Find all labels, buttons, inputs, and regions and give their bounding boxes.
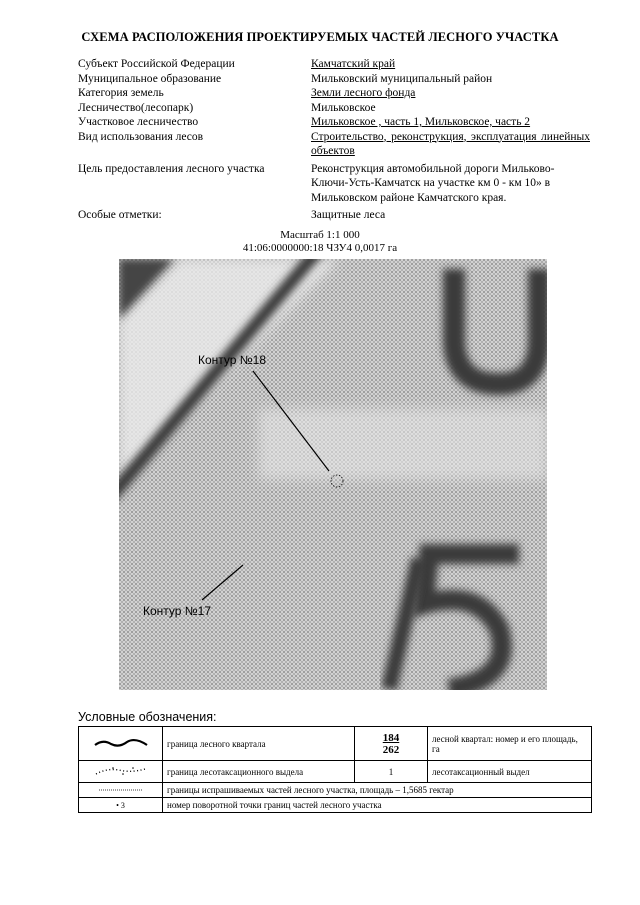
legend-symbol-parts — [79, 783, 163, 798]
info-row-district-forestry — [78, 115, 590, 130]
info-key: Категория земель — [78, 87, 164, 99]
legend-quarter-fraction — [355, 727, 428, 761]
info-value: Мильковское — [311, 101, 376, 114]
dotted-line-icon — [93, 765, 149, 777]
info-key: Субъект Российской Федерации — [78, 58, 235, 70]
legend-desc: номер поворотной точки границ частей лесного участка — [163, 798, 592, 813]
legend-explain: лесной квартал: номер и его площадь, га — [428, 727, 592, 761]
info-key: Цель предоставления лесного участка — [78, 162, 265, 175]
legend-quarter-area: 262 — [382, 743, 400, 756]
info-value: Строительство, реконструкция, эксплуатация линейных объектов — [311, 130, 590, 157]
legend-desc: границы испрашиваемых частей лесного участка, площадь – 1,5685 гектар — [163, 783, 592, 798]
map-image — [119, 259, 547, 690]
legend-quarter-number: 184 — [382, 731, 400, 744]
info-row-usage-type — [78, 130, 590, 159]
scale-label: Масштаб 1:1 000 — [280, 229, 360, 241]
info-key: Особые отметки: — [78, 209, 162, 221]
legend-table — [78, 726, 592, 813]
parcel-id: 41:06:0000000:18 ЧЗУ4 0,0017 га — [242, 242, 398, 254]
info-key: Участковое лесничество — [78, 116, 199, 128]
document-title: СХЕМА РАСПОЛОЖЕНИЯ ПРОЕКТИРУЕМЫХ ЧАСТЕЙ ЛЕСНОГО УЧАСТКА — [81, 30, 559, 44]
info-value: Камчатский край — [311, 58, 396, 70]
legend-section-value: 1 — [355, 761, 428, 783]
info-row-forestry — [78, 101, 590, 116]
legend-point-symbol: • 3 — [79, 798, 163, 813]
contour-17-label: Контур №17 — [143, 604, 212, 618]
info-row-notes — [78, 208, 590, 223]
legend-explain: лесотаксационный выдел — [428, 761, 592, 783]
wavy-line-icon — [93, 737, 149, 749]
legend-row-parts — [79, 783, 592, 798]
info-row-municipality — [78, 72, 590, 87]
info-value: Земли лесного фонда — [311, 87, 416, 99]
info-block — [78, 57, 590, 223]
legend-desc: граница лесного квартала — [163, 727, 355, 761]
info-value: Защитные леса — [311, 209, 386, 221]
legend-symbol-quarter — [79, 727, 163, 761]
scale-block — [0, 229, 640, 255]
legend-symbol-section — [79, 761, 163, 783]
legend-row-section — [79, 761, 592, 783]
legend-desc: граница лесотаксационного выдела — [163, 761, 355, 783]
info-key: Вид использования лесов — [78, 130, 204, 143]
info-key: Лесничество(лесопарк) — [78, 101, 194, 114]
thin-dashed-line-icon — [93, 787, 149, 793]
legend-title: Условные обозначения: — [78, 710, 217, 724]
info-row-land-category — [78, 86, 590, 101]
legend-row-quarter — [79, 727, 592, 761]
info-value: Реконструкция автомобильной дороги Мильково-Ключи-Усть-Камчатск на участке км 0 - км 10» в Мильковском районе Камчатского края. — [311, 162, 555, 204]
info-row-purpose — [78, 162, 590, 206]
info-row-subject — [78, 57, 590, 72]
info-key: Муниципальное образование — [78, 72, 222, 85]
contour-18-label: Контур №18 — [198, 353, 267, 367]
info-value: Мильковское , часть 1, Мильковское, часть 2 — [311, 116, 531, 128]
legend-row-point — [79, 798, 592, 813]
info-value: Мильковский муниципальный район — [311, 72, 493, 85]
